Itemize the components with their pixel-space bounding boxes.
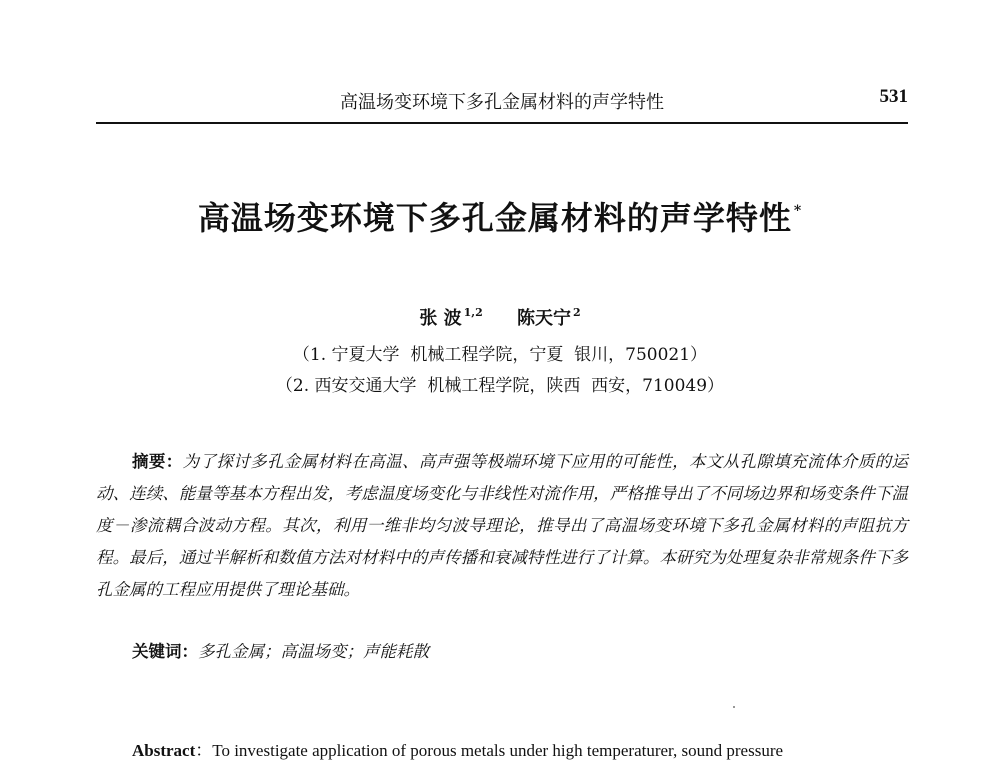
abstract-chinese-text: 为了探讨多孔金属材料在高温、高声强等极端环境下应用的可能性，本文从孔隙填充流体介质的运动、连续、能量等基本方程出发，考虑温度场变化与非线性对流作用，严格推导出了不同场边界和场变条件下温度－渗流耦合波动方程。其次，利用一维非均匀波导理论，推导出了高温场变环境下多孔金属材料的声阻抗方程。最后，通过半解析和数值方法对材料中的声传播和衰减特性进行了计算。本研究为处理复杂非常规条件下多孔金属的工程应用提供了理论基础。 [96, 452, 909, 599]
author-name: 张 波 [419, 308, 462, 329]
abstract-english-label: Abstract [132, 741, 196, 760]
abstract-english-text: To investigate application of porous metals under high temperaturer, sound pressure [212, 741, 784, 760]
header-rule [96, 122, 908, 124]
paper-title-text: 高温场变环境下多孔金属材料的声学特性 [197, 199, 792, 237]
running-title: 高温场变环境下多孔金属材料的声学特性 [340, 92, 664, 113]
keywords-text: 多孔金属；高温场变；声能耗散 [198, 642, 429, 661]
author-affiliation-mark: 2 [573, 306, 581, 319]
keywords-label: 关键词： [132, 642, 198, 661]
abstract-chinese-label: 摘要： [132, 452, 183, 471]
author-2 [517, 304, 581, 330]
author-name: 陈天宁 [517, 308, 572, 329]
keywords-chinese [132, 638, 429, 662]
affiliation-2: （2. 西安交通大学 机械工程学院，陕西 西安，710049） [275, 376, 725, 396]
scan-speck [733, 706, 735, 708]
abstract-chinese [96, 446, 908, 606]
affiliation-1: （1. 宁夏大学 机械工程学院，宁夏 银川，750021） [292, 345, 708, 365]
author-list [0, 304, 1000, 330]
title-footnote-mark: * [793, 203, 803, 219]
author-affiliation-mark: 1,2 [463, 306, 483, 319]
abstract-english [132, 736, 932, 761]
author-1 [419, 304, 482, 330]
running-header [96, 88, 908, 116]
paper-title [80, 193, 920, 239]
abstract-english-separator: ： [195, 741, 213, 760]
page-number: 531 [879, 86, 908, 107]
